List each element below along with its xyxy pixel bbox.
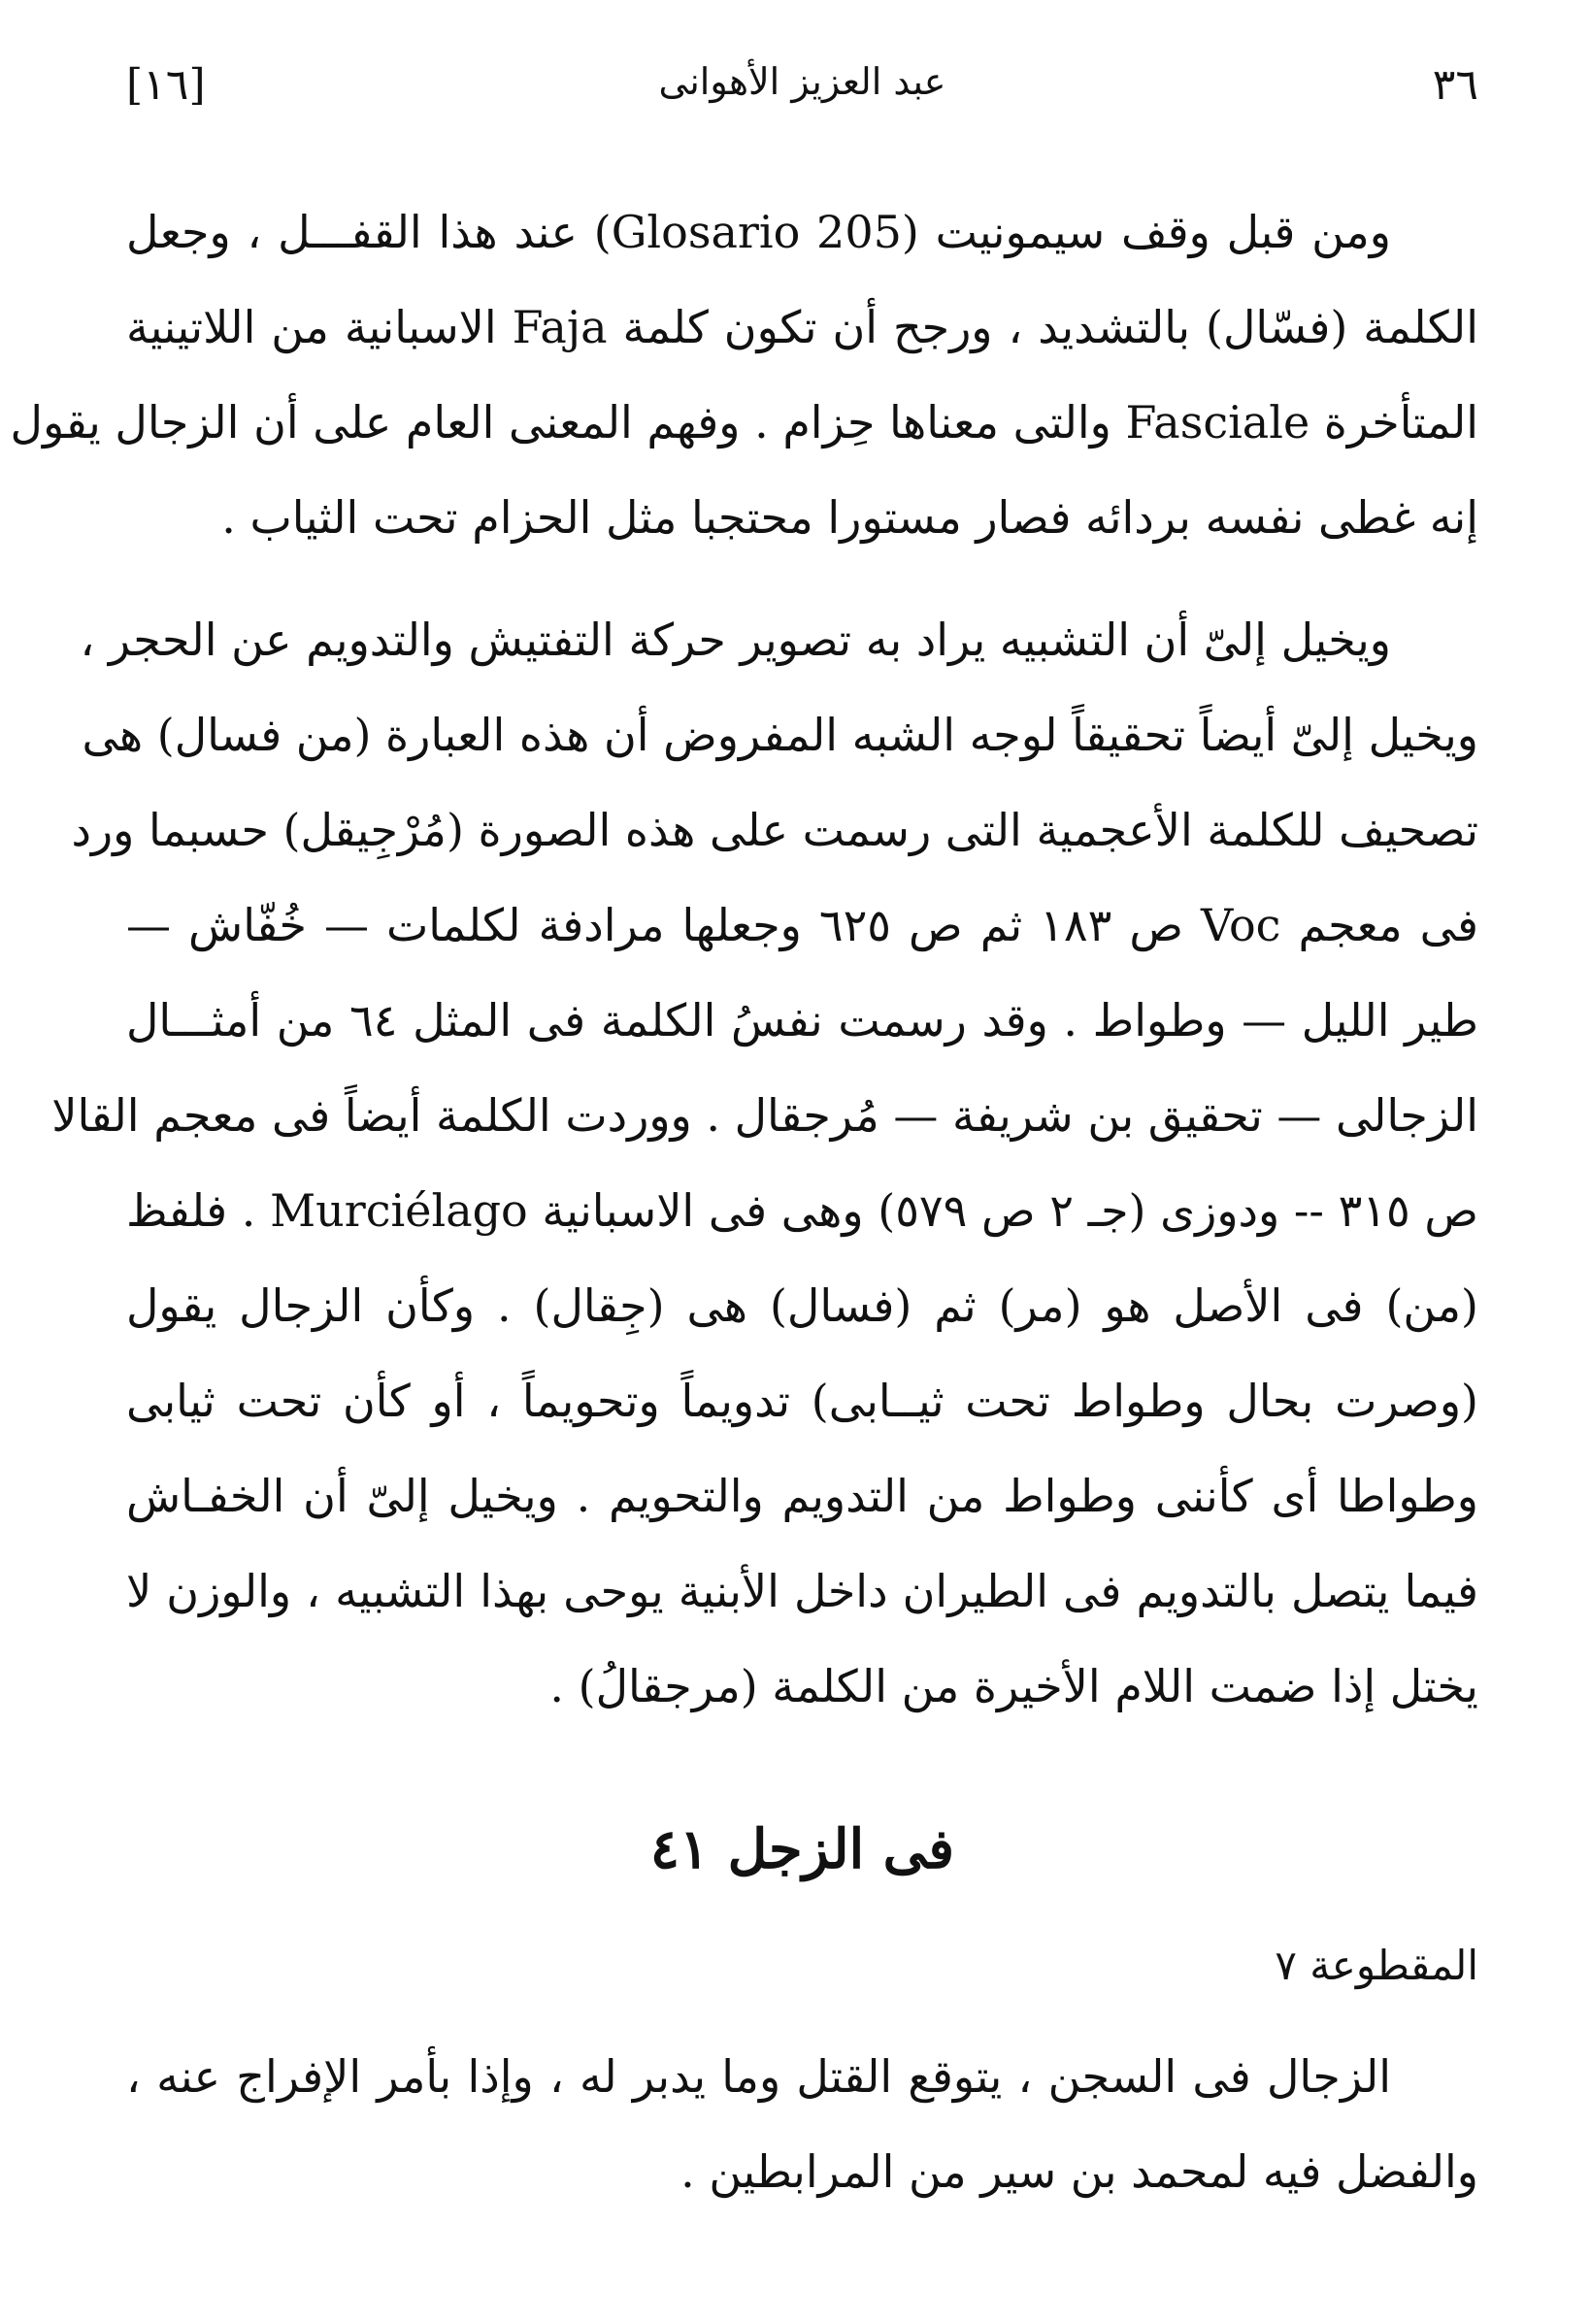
paragraph-interpretation [51, 592, 1478, 1734]
text-line: طير الليل — وطواط . وقد رسمت نفسُ الكلمة فى المثل ٦٤ من أمثـــال [126, 994, 1478, 1046]
page-header [126, 60, 1478, 128]
text-line: إنه غطى نفسه بردائه فصار مستورا محتجبا مثل الحزام تحت الثياب . [221, 491, 1478, 544]
text-line: الزجالى — تحقيق بن شريفة — مُرجقال . ووردت الكلمة أيضاً فى معجم القالا [51, 1089, 1478, 1142]
page-number: ٣٦ [1432, 60, 1478, 110]
text-line: الكلمة (فسّال) بالتشديد ، ورجح أن تكون كلمة Faja الاسبانية من اللاتينية [126, 301, 1478, 353]
text-line: وطواطا أى كأننى وطواط من التدويم والتحويم . ويخيل إلىّ أن الخفـاش [126, 1470, 1478, 1522]
text-line: والفضل فيه لمحمد بن سير من المرابطين . [680, 2145, 1478, 2198]
text-line: المتأخرة Fasciale والتى معناها حِزام . وفهم المعنى العام على أن الزجال يقول [10, 396, 1478, 448]
text-line: ص ٣١٥ -- ودوزى (جـ ٢ ص ٥٧٩) وهى فى الاسبانية Murciélago . فلفظ [126, 1184, 1478, 1237]
text-line: ويخيل إلىّ أيضاً تحقيقاً لوجه الشبه المفروض أن هذه العبارة (من فسال) هى [82, 709, 1478, 761]
text-line: ويخيل إلىّ أن التشبيه يراد به تصوير حركة التفتيش والتدويم عن الحجر ، [80, 614, 1391, 666]
running-title: عبد العزيز الأهوانى [658, 60, 946, 103]
text-line: الزجال فى السجن ، يتوقع القتل وما يدبر له ، وإذا بأمر الإفراج عنه ، [126, 2050, 1391, 2103]
paragraph-prison [126, 2029, 1478, 2219]
text-line: فيما يتصل بالتدويم فى الطيران داخل الأبنية يوحى بهذا التشبيه ، والوزن لا [126, 1565, 1478, 1617]
text-line: (وصرت بحال وطواط تحت ثيــابى) تدويماً وتحويماً ، أو كأن تحت ثيابى [126, 1375, 1478, 1427]
text-line: يختل إذا ضمت اللام الأخيرة من الكلمة (مرجقالُ) . [549, 1660, 1478, 1712]
stanza-label: المقطوعة ٧ [1275, 1942, 1478, 1989]
section-number: [١٦] [126, 60, 206, 110]
text-line: (من) فى الأصل هو (مر) ثم (فسال) هى (جِقال) . وكأن الزجال يقول [126, 1279, 1478, 1332]
text-line: تصحيف للكلمة الأعجمية التى رسمت على هذه الصورة (مُرْجِيقل) حسبما ورد [71, 804, 1478, 856]
text-line: ومن قبل وقف سيمونيت (Glosario 205) عند هذا القفـــل ، وجعل [126, 206, 1391, 258]
section-heading: فى الزجل ٤١ [649, 1817, 955, 1881]
text-line: فى معجم Voc ص ١٨٣ ثم ص ٦٢٥ وجعلها مرادفة لكلمات — خُفّاش — [126, 899, 1478, 951]
paragraph-simonet [10, 184, 1478, 565]
